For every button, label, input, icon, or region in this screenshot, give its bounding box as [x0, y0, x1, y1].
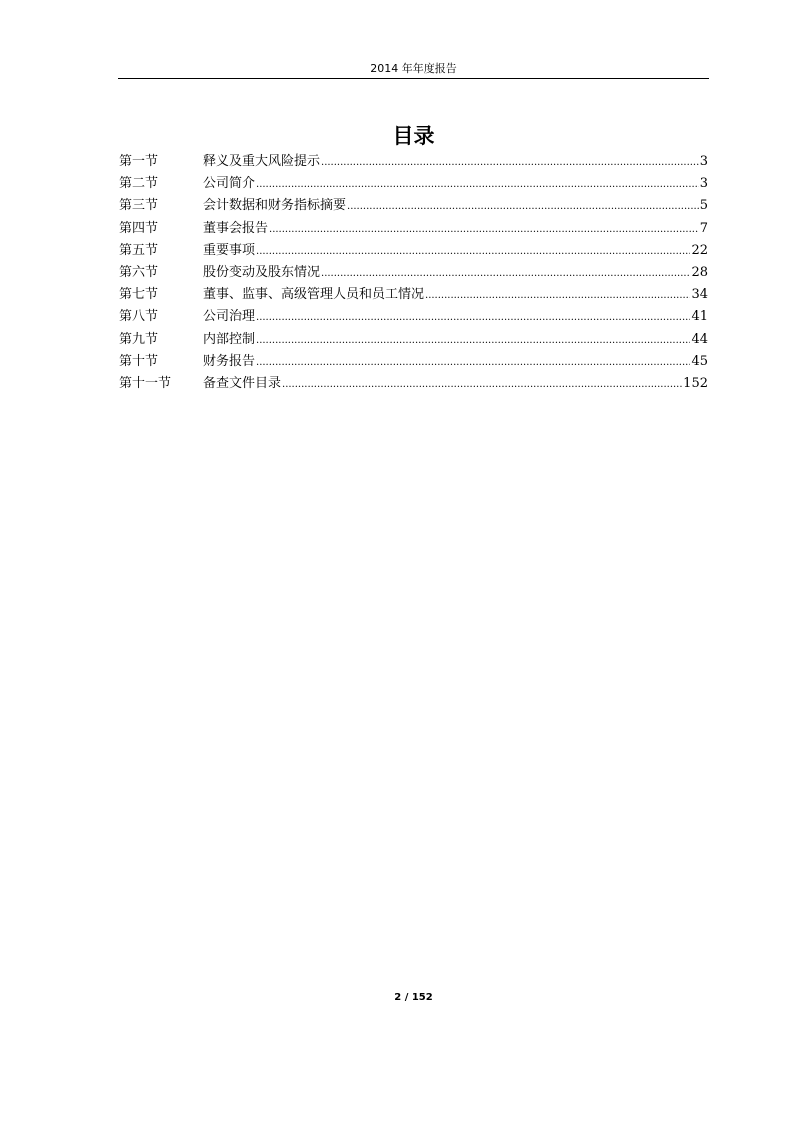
toc-section-title: 公司简介	[203, 176, 256, 192]
toc-entry[interactable]	[119, 373, 708, 395]
toc-section-number: 第八节	[119, 309, 159, 325]
dot-leader	[425, 285, 690, 307]
toc-section-title: 公司治理	[203, 309, 256, 325]
toc-section-number: 第十节	[119, 353, 159, 369]
toc-page-number: 152	[683, 375, 708, 391]
dot-leader	[269, 219, 699, 241]
toc-section-title: 会计数据和财务指标摘要	[203, 198, 347, 214]
toc-entry[interactable]	[119, 195, 708, 217]
toc-entry[interactable]	[119, 151, 708, 173]
toc-entry[interactable]	[119, 329, 708, 351]
toc-entry[interactable]	[119, 218, 708, 240]
dot-leader	[256, 241, 690, 263]
toc-section-title: 董事会报告	[203, 220, 269, 236]
dot-leader	[256, 352, 690, 374]
toc-section-number: 第一节	[119, 154, 159, 169]
toc-title: 目录	[392, 124, 435, 148]
toc-page-number: 3	[699, 176, 708, 192]
toc-section-number: 第四节	[119, 220, 159, 236]
toc-section-title: 内部控制	[203, 331, 256, 347]
dot-leader	[282, 374, 682, 396]
toc-entry[interactable]	[119, 284, 708, 306]
toc-entry[interactable]	[119, 351, 708, 373]
toc-page-number: 28	[691, 264, 708, 280]
toc-section-title: 重要事项	[203, 242, 256, 258]
toc-section-number: 第十一节	[119, 375, 172, 391]
dot-leader	[256, 330, 690, 352]
toc-section-title: 财务报告	[203, 353, 256, 369]
running-header: 2014 年年度报告	[370, 62, 457, 75]
toc-page-number: 7	[699, 220, 708, 236]
toc-section-number: 第二节	[119, 176, 159, 192]
toc-section-title: 备查文件目录	[203, 375, 282, 391]
toc-section-number: 第九节	[119, 331, 159, 347]
dot-leader	[347, 196, 699, 218]
page-number: 2 / 152	[394, 992, 433, 1003]
toc-section-title: 董事、监事、高级管理人员和员工情况	[203, 287, 425, 303]
toc-page-number: 41	[691, 309, 708, 325]
table-of-contents	[119, 151, 708, 395]
toc-entry[interactable]	[119, 173, 708, 195]
toc-page-number: 22	[691, 242, 708, 258]
dot-leader	[256, 307, 690, 329]
dot-leader	[321, 152, 699, 174]
toc-section-number: 第三节	[119, 198, 159, 214]
dot-leader	[256, 174, 699, 196]
toc-page-number: 34	[691, 287, 708, 303]
toc-entry[interactable]	[119, 240, 708, 262]
toc-section-number: 第五节	[119, 242, 159, 258]
toc-page-number: 5	[699, 198, 708, 214]
toc-page-number: 3	[699, 154, 708, 169]
toc-section-number: 第七节	[119, 287, 159, 303]
toc-section-title: 股份变动及股东情况	[203, 264, 321, 280]
toc-page-number: 44	[691, 331, 708, 347]
header-rule	[118, 78, 709, 79]
toc-section-number: 第六节	[119, 264, 159, 280]
toc-entry[interactable]	[119, 262, 708, 284]
toc-section-title: 释义及重大风险提示	[203, 154, 321, 169]
toc-page-number: 45	[691, 353, 708, 369]
dot-leader	[321, 263, 690, 285]
toc-entry[interactable]	[119, 306, 708, 328]
